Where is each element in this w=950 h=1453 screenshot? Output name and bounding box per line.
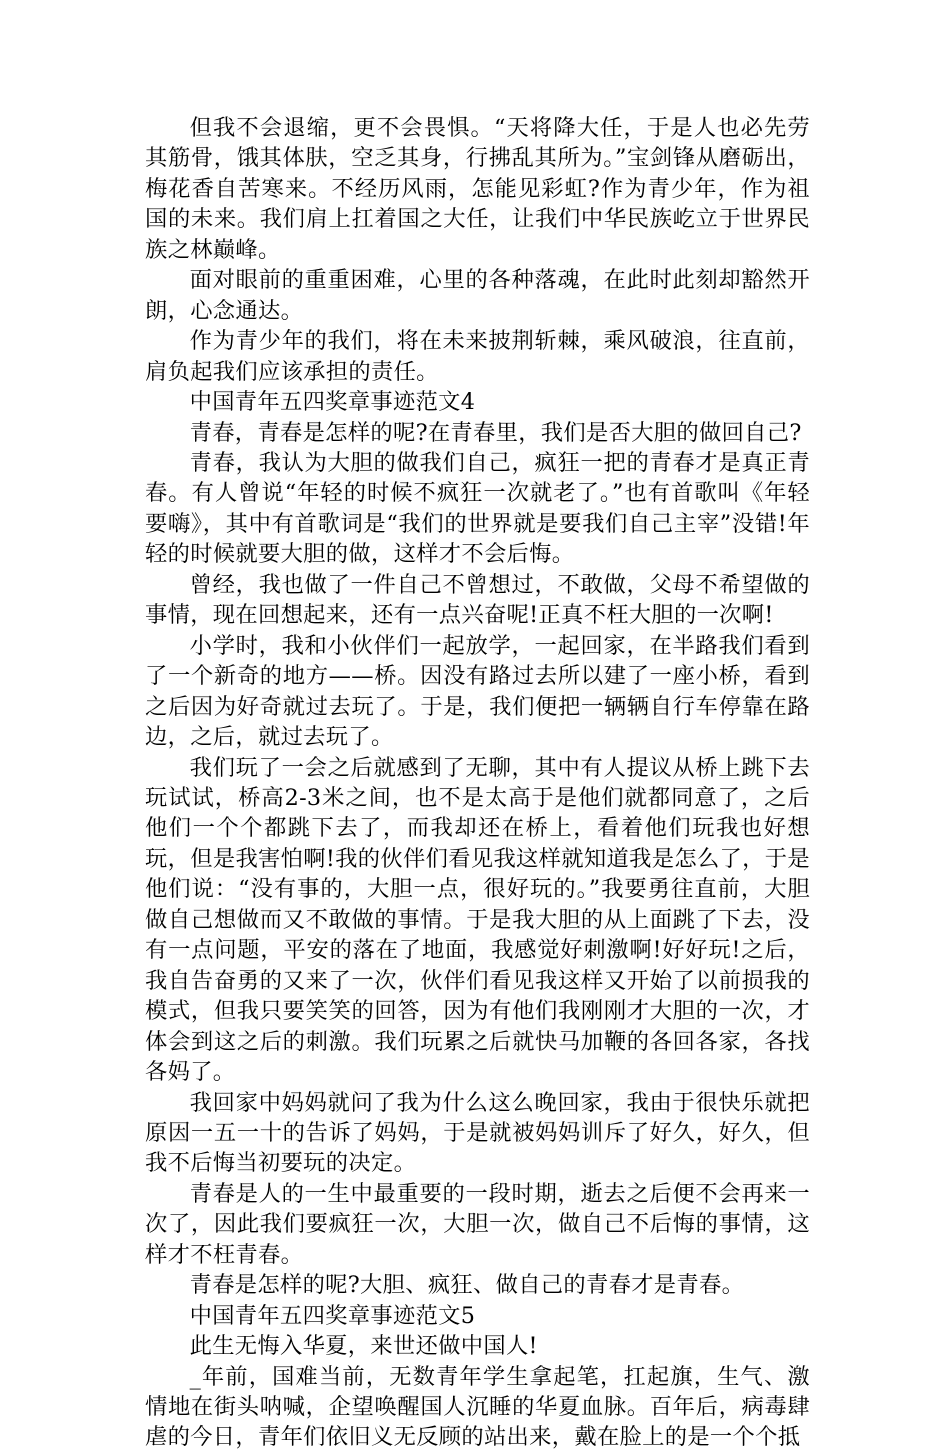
paragraph: 青春，我认为大胆的做我们自己，疯狂一把的青春才是真正青春。有人曾说“年轻的时候不疯狂一次就老了。”也有首歌叫《年轻要嗨》，其中有首歌词是“我们的世界就是要我们自己主宰”没错!年轻的时候就要大胆的做，这样才不会后悔。 (145, 449, 810, 568)
paragraph: 青春，青春是怎样的呢?在青春里，我们是否大胆的做回自己? (189, 419, 802, 446)
paragraph: 小学时，我和小伙伴们一起放学，一起回家，在半路我们看到了一个新奇的地方——桥。因没有路过去所以建了一座小桥，看到之后因为好奇就过去玩了。于是，我们便把一辆辆自行车停靠在路边，之后，就过去玩了。 (145, 632, 810, 751)
paragraph: 面对眼前的重重困难，心里的各种落魂，在此时此刻却豁然开朗，心念通达。 (145, 267, 810, 324)
document-body (145, 113, 810, 1453)
paragraph: 作为青少年的我们，将在未来披荆斩棘，乘风破浪，往直前，肩负起我们应该承担的责任。 (145, 328, 810, 385)
paragraph: 我回家中妈妈就问了我为什么这么晚回家，我由于很快乐就把原因一五一十的告诉了妈妈，于是就被妈妈训斥了好久，好久，但我不后悔当初要玩的决定。 (145, 1089, 810, 1177)
paragraph: _年前，国难当前，无数青年学生拿起笔，扛起旗，生气、激情地在街头呐喊，企望唤醒国人沉睡的华夏血脉。百年后，病毒肆虐的今日，青年们依旧义无反顾的站出来，戴在脸上的是一个个抵 (145, 1363, 810, 1451)
paragraph: 曾经，我也做了一件自己不曾想过，不敢做，父母不希望做的事情，现在回想起来，还有一点兴奋呢!正真不枉大胆的一次啊! (145, 571, 810, 629)
paragraph: 青春是怎样的呢?大胆、疯狂、做自己的青春才是青春。 (189, 1272, 745, 1299)
paragraph: 青春是人的一生中最重要的一段时期，逝去之后便不会再来一次了，因此我们要疯狂一次，大胆一次，做自己不后悔的事情，这样才不枉青春。 (145, 1180, 810, 1268)
paragraph: 但我不会退缩，更不会畏惧。“天将降大任，于是人也必先劳其筋骨，饿其体肤，空乏其身，行拂乱其所为。”宝剑锋从磨砺出，梅花香自苦寒来。不经历风雨，怎能见彩虹?作为青少年，作为祖国的未来。我们肩上扛着国之大任，让我们中华民族屹立于世界民族之林巅峰。 (145, 115, 810, 263)
section-heading: 中国青年五四奖章事迹范文4 (189, 389, 476, 416)
section-heading: 中国青年五四奖章事迹范文5 (189, 1302, 476, 1329)
paragraph: 我们玩了一会之后就感到了无聊，其中有人提议从桥上跳下去玩试试，桥高2-3米之间，也不是太高于是他们就都同意了，之后他们一个个都跳下去了，而我却还在桥上，看着他们玩我也好想玩，但是我害怕啊!我的伙伴们看见我这样就知道我是怎么了，于是他们说：“没有事的，大胆一点，很好玩的。”我要勇往直前，大胆做自己想做而又不敢做的事情。于是我大胆的从上面跳了下去，没有一点问题，平安的落在了地面，我感觉好刺激啊!好好玩!之后，我自告奋勇的又来了一次，伙伴们看见我这样又开始了以前损我的模式，但我只要笑笑的回答，因为有他们我刚刚才大胆的一次，才体会到这之后的刺激。我们玩累之后就快马加鞭的各回各家，各找各妈了。 (145, 754, 810, 1086)
paragraph: 此生无悔入华夏，来世还做中国人! (189, 1333, 538, 1360)
